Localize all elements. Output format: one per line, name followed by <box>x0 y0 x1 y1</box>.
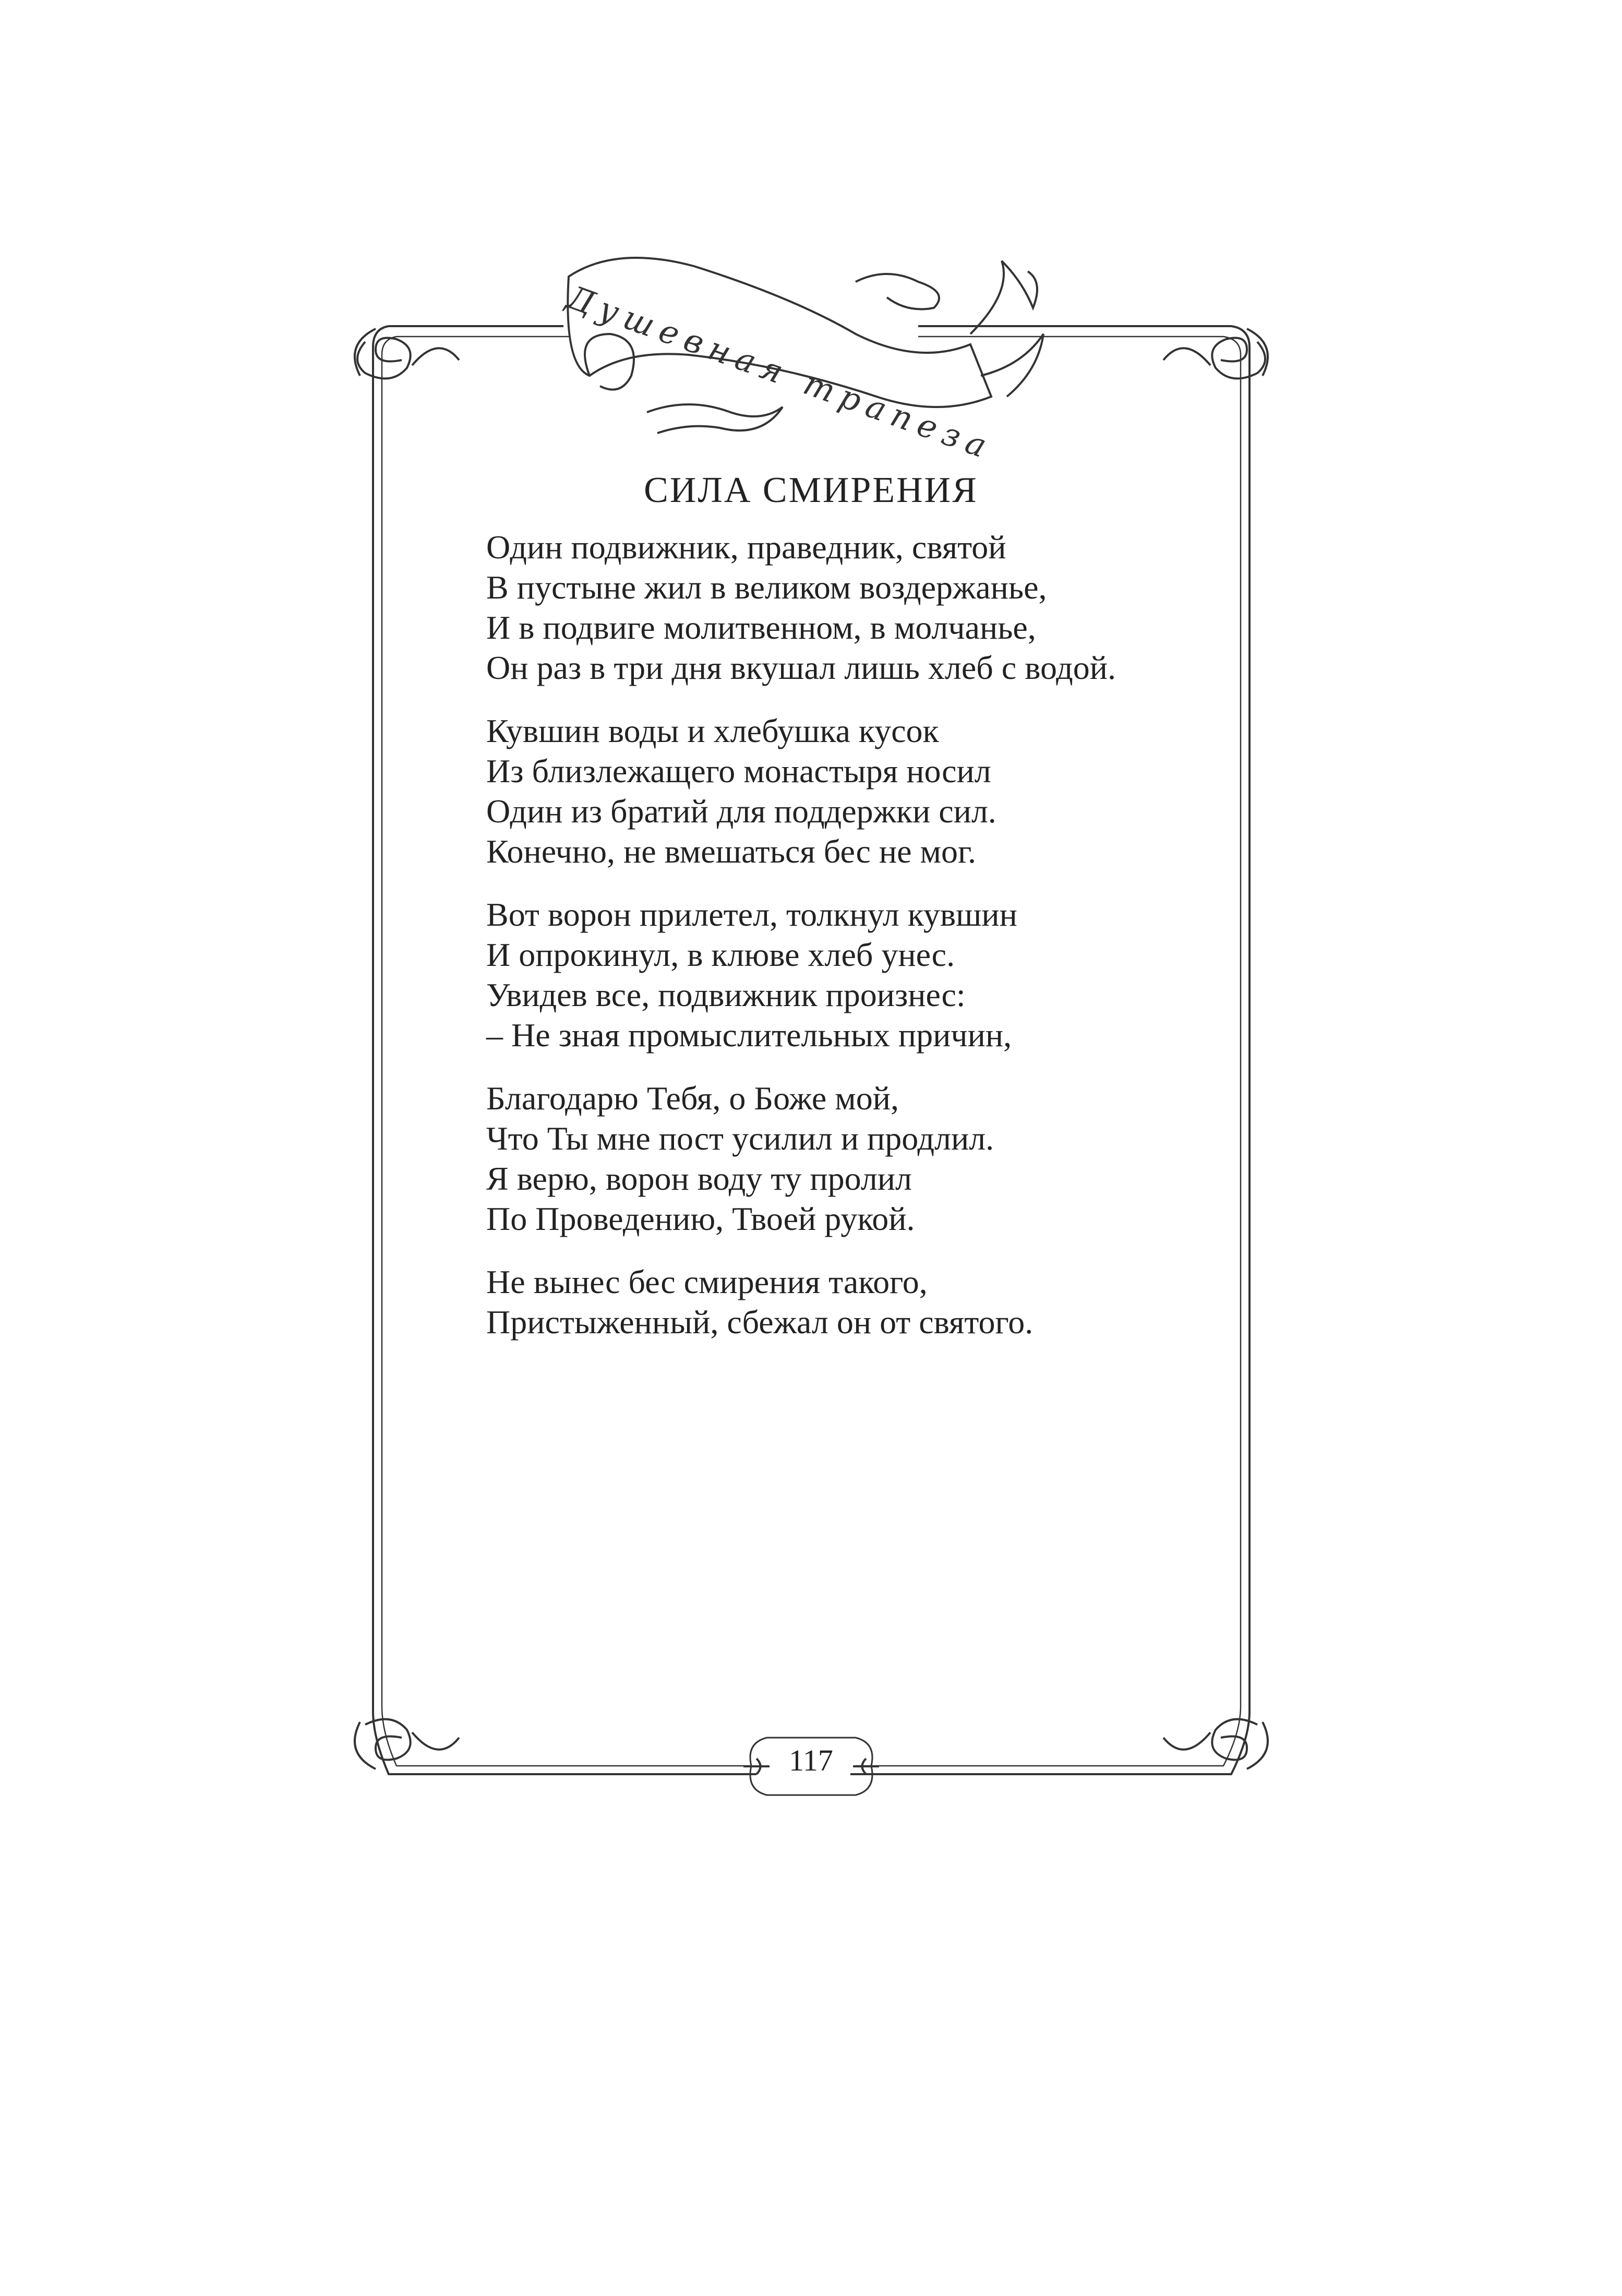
acanthus-leaf-left <box>647 404 783 433</box>
stanza <box>486 711 1116 871</box>
poem-line: Он раз в три дня вкушал лишь хлеб с водой. <box>486 649 1116 686</box>
poem-line: Не вынес бес смирения такого, <box>486 1263 928 1300</box>
poem-line: Конечно, не вмешаться бес не мог. <box>486 833 977 870</box>
poem-title: СИЛА СМИРЕНИЯ <box>644 470 978 510</box>
poem-line: Из близлежащего монастыря носил <box>486 752 991 790</box>
poem-line: Один из братий для поддержки сил. <box>486 793 996 830</box>
poem-line: Вот ворон прилетел, толкнул кувшин <box>486 896 1017 933</box>
poem-line: Пристыженный, сбежал он от святого. <box>486 1304 1034 1341</box>
poem-line: – Не зная промыслительных причин, <box>486 1017 1012 1054</box>
stanza <box>486 1078 1116 1239</box>
poem-line: По Проведению, Твоей рукой. <box>486 1200 915 1237</box>
poem-line: Благодарю Тебя, о Боже мой, <box>486 1080 899 1117</box>
poem-line: Что Ты мне пост усилил и продлил. <box>486 1120 994 1157</box>
stanza <box>486 1262 1116 1342</box>
poem-line: Кувшин воды и хлебушка кусок <box>486 712 939 749</box>
poem-line: Один подвижник, праведник, святой <box>486 529 1006 566</box>
poem-line: И опрокинул, в клюве хлеб унес. <box>486 936 955 973</box>
page-number: 117 <box>789 1743 833 1777</box>
acanthus-leaf-right <box>970 261 1043 397</box>
poem-line: Я верю, ворон воду ту пролил <box>486 1160 912 1197</box>
stanza <box>486 894 1116 1055</box>
scroll-roll-right <box>856 274 939 309</box>
poem-line: Увидев все, подвижник произнес: <box>486 976 966 1013</box>
poem-line: В пустыне жил в великом воздержанье, <box>486 569 1047 606</box>
scroll-roll-left <box>585 334 634 390</box>
poem-body <box>486 527 1116 1365</box>
stanza <box>486 527 1116 688</box>
scroll-title: Душевная трапеза <box>562 278 999 468</box>
poem-line: И в подвиге молитвенном, в молчанье, <box>486 609 1036 646</box>
